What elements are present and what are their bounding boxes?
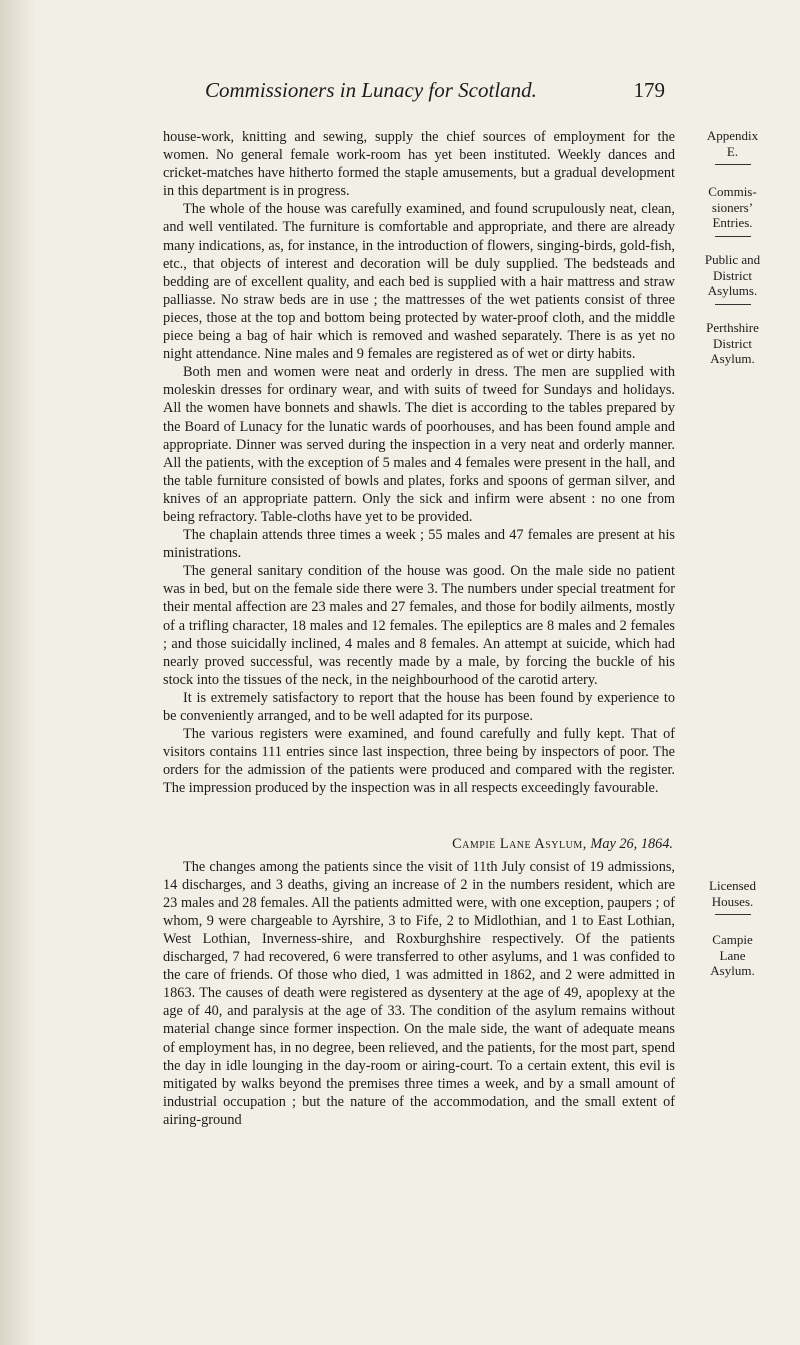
paragraph: house-work, knitting and sewing, supply the chief sources of employment for the women. No general female work-room has yet been instituted. Weekly dances and cricket-matches have hitherto formed the staple amusements, but a gradual development in this department is in progress. [163, 129, 675, 200]
side-note-campie-lane [685, 932, 780, 979]
main-text [163, 128, 675, 1129]
side-note-rule [715, 304, 751, 305]
paragraph: The chaplain attends three times a week ; 55 males and 47 females are present at his ministrations. [163, 527, 675, 562]
side-note-line: Asylum. [710, 963, 755, 978]
side-note-licensed-houses [685, 878, 780, 920]
side-note-rule [715, 164, 751, 165]
side-note-line: Public and [704, 252, 761, 267]
page-edge-shadow [0, 0, 36, 1345]
side-note-line: Houses. [711, 893, 754, 909]
page-number: 179 [633, 78, 665, 102]
side-note-public-district [685, 252, 780, 310]
side-note-line: Commis- [708, 184, 757, 199]
side-note-rule [715, 236, 751, 237]
paragraph: The whole of the house was carefully examined, and found scrupulously neat, clean, and well ventilated. The furniture is comfortable and appropriate, and there are already many indications, as, for instance, in the introduction of flowers, singing-birds, gold-fish, etc., that objects of interest and decoration will be duly supplied. The bedsteads and bedding are of excellent quality, and each bed is supplied with a hair mattress and straw palliasse. No straw beds are in use ; the mattresses of the wet patients consist of three pieces, those at the top and bottom being protected by water-proof cloth, and the middle piece being a bag of hair which is removed and washed separately. There is as yet no night attendance. Nine males and 9 females are registered as of wet or dirty habits. [163, 201, 675, 363]
side-note-line: Appendix [706, 128, 759, 143]
paragraph: It is extremely satisfactory to report that the house has been found by experience to be conveniently arranged, and to be well adapted for its purpose. [163, 689, 675, 724]
side-note-line: District [713, 267, 752, 283]
paragraph: The changes among the patients since the visit of 11th July consist of 19 admissions, 14 discharges, and 3 deaths, giving an increase of 2 in the numbers resident, which are 23 males and 28 females. All the patients admitted were, with one exception, paupers ; of whom, 9 were chargeable to Ayrshire, 3 to Fife, 2 to Midlothian, and 1 to East Lothian, West Lothian, Inverness-shire, and Roxburghshire respectively. Of the patients discharged, 7 had recovered, 6 were transferred to other asylums, and 1 was confided to the care of friends. Of those who died, 1 was admitted in 1862, and 2 were admitted in 1863. The causes of death were registered as dysentery at the age of 49, apoplexy at the age of 40, and paralysis at the age of 33. The condition of the asylum remains without material change since former inspection. On the male side, the want of adequate means of employment has, in no degree, been relieved, and the patients, for the most part, spend the day in idle lounging in the day-room or airing-court. To a certain extent, this evil is mitigated by walks beyond the premises three times a week, and by a small amount of industrial occupation ; but the nature of the accommodation, and the small extent of airing-ground [163, 858, 675, 1128]
section-place: Campie Lane Asylum, [452, 836, 587, 853]
side-note-line: Campie [712, 932, 753, 947]
side-note-line: Perthshire [706, 320, 759, 335]
section-date: May 26, 1864. [590, 836, 673, 853]
side-note-perthshire [685, 320, 780, 367]
side-note-line: Asylum. [710, 351, 755, 366]
paragraph: The general sanitary condition of the house was good. On the male side no patient was in bed, but on the female side there were 3. The numbers under special treatment for their mental affection are 23 males and 27 females, and those for bodily ailments, mostly of a trifling character, 18 males and 12 females. The epileptics are 8 males and 2 females ; and those suicidally inclined, 4 males and 8 females. An attempt at suicide, which had nearly proved successful, was recently made by a male, by forcing the buckle of his stock into the tissues of the neck, in the neighbourhood of the carotid artery. [163, 563, 675, 688]
side-note-commissioners-entries [685, 184, 780, 242]
side-note-line: Lane [719, 947, 746, 963]
side-note-line: Asylums. [707, 283, 758, 298]
side-note-line: Entries. [712, 215, 753, 230]
paragraph: The various registers were examined, and found carefully and fully kept. That of visitors contains 111 entries since last inspection, three being by inspectors of poor. The orders for the admission of the patients were produced and compared with the register. The impression produced by the inspection was in all respects exceedingly favourable. [163, 726, 675, 797]
section-heading [163, 835, 675, 853]
side-note-line: E. [726, 143, 739, 159]
side-note-line: Licensed [709, 878, 756, 893]
paragraph: Both men and women were neat and orderly in dress. The men are supplied with moleskin dresses for ordinary wear, and with suits of tweed for Sundays and holidays. All the women have bonnets and shawls. The diet is according to the tables prepared by the Board of Lunacy for the lunatic wards of poorhouses, and has been found ample and appropriate. Dinner was served during the inspection in a very neat and orderly manner. All the patients, with the exception of 5 males and 4 females were present in the hall, and the table furniture consisted of bowls and plates, forks and spoons of german silver, and knives of an appropriate pattern. Only the sick and infirm were absent : no one from being refractory. Table-cloths have yet to be provided. [163, 364, 675, 525]
side-note-rule [715, 914, 751, 915]
running-title: Commissioners in Lunacy for Scotland. [205, 78, 537, 102]
side-note-line: District [713, 335, 752, 351]
running-header [205, 78, 665, 108]
side-note-line: sioners’ [711, 199, 754, 215]
side-note-appendix [685, 128, 780, 170]
